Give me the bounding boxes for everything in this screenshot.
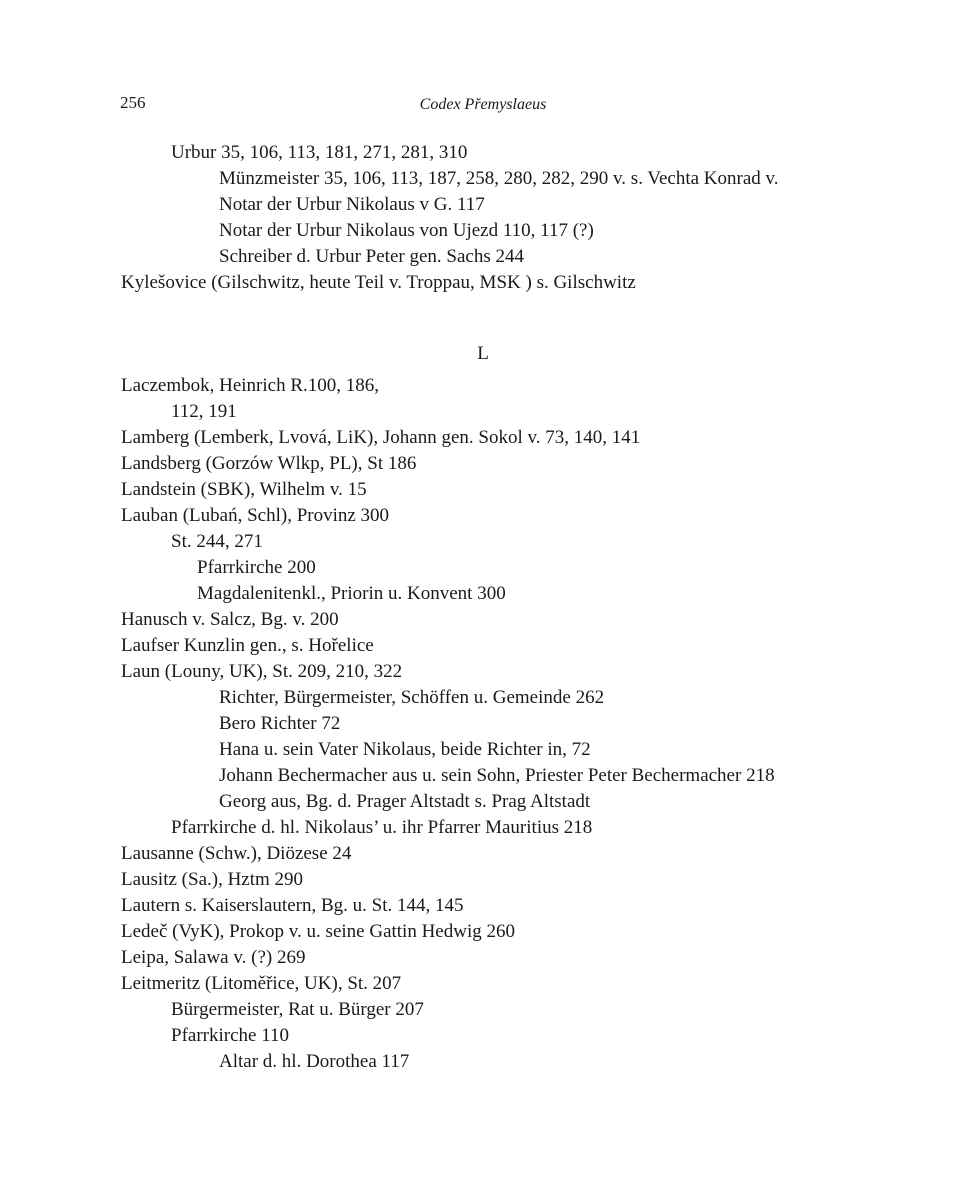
index-entry: Pfarrkirche 200 — [197, 557, 316, 578]
index-entry: Landsberg (Gorzów Wlkp, PL), St 186 — [121, 453, 417, 474]
index-entry: Hanusch v. Salcz, Bg. v. 200 — [121, 609, 339, 630]
running-title: Codex Přemyslaeus — [419, 96, 547, 113]
index-entry: Kylešovice (Gilschwitz, heute Teil v. Troppau, MSK ) s. Gilschwitz — [121, 272, 636, 293]
section-letter: L — [477, 343, 489, 364]
index-entry: 112, 191 — [171, 401, 237, 422]
index-entry: Altar d. hl. Dorothea 117 — [219, 1051, 410, 1072]
index-entry: Laufser Kunzlin gen., s. Hořelice — [121, 635, 374, 656]
index-entry: Laun (Louny, UK), St. 209, 210, 322 — [121, 661, 403, 682]
index-entry: Leipa, Salawa v. (?) 269 — [121, 947, 306, 968]
index-entry: Lausitz (Sa.), Hztm 290 — [121, 869, 304, 890]
index-entry: Notar der Urbur Nikolaus von Ujezd 110, 117 (?) — [219, 220, 594, 241]
index-entry: Leitmeritz (Litoměřice, UK), St. 207 — [121, 973, 402, 994]
index-entry: Bero Richter 72 — [219, 713, 341, 734]
index-entry: Münzmeister 35, 106, 113, 187, 258, 280, 282, 290 v. s. Vechta Konrad v. — [219, 168, 779, 189]
index-entry: Lautern s. Kaiserslautern, Bg. u. St. 144, 145 — [121, 895, 464, 916]
index-entry: Georg aus, Bg. d. Prager Altstadt s. Prag Altstadt — [219, 791, 591, 812]
index-entry: Richter, Bürgermeister, Schöffen u. Gemeinde 262 — [219, 687, 605, 708]
page-number: 256 — [120, 93, 146, 112]
index-entry: Lamberg (Lemberk, Lvová, LiK), Johann gen. Sokol v. 73, 140, 141 — [121, 427, 641, 448]
index-entry: Urbur 35, 106, 113, 181, 271, 281, 310 — [171, 142, 468, 163]
index-entry: Pfarrkirche 110 — [171, 1025, 289, 1046]
index-entry: Ledeč (VyK), Prokop v. u. seine Gattin Hedwig 260 — [121, 921, 515, 942]
index-entry: Lauban (Lubań, Schl), Provinz 300 — [121, 505, 390, 526]
index-entry: Johann Bechermacher aus u. sein Sohn, Priester Peter Bechermacher 218 — [219, 765, 775, 786]
index-entry: Pfarrkirche d. hl. Nikolaus’ u. ihr Pfarrer Mauritius 218 — [171, 817, 593, 838]
index-entry: Notar der Urbur Nikolaus v G. 117 — [219, 194, 485, 215]
index-entry: Laczembok, Heinrich R.100, 186, — [121, 375, 380, 396]
index-entry: Lausanne (Schw.), Diözese 24 — [121, 843, 352, 864]
index-entry: Bürgermeister, Rat u. Bürger 207 — [171, 999, 424, 1020]
index-entry: St. 244, 271 — [171, 531, 263, 552]
index-entry: Magdalenitenkl., Priorin u. Konvent 300 — [197, 583, 506, 604]
index-entry: Hana u. sein Vater Nikolaus, beide Richter in, 72 — [219, 739, 591, 760]
index-entry: Schreiber d. Urbur Peter gen. Sachs 244 — [219, 246, 524, 267]
index-entry: Landstein (SBK), Wilhelm v. 15 — [121, 479, 367, 500]
